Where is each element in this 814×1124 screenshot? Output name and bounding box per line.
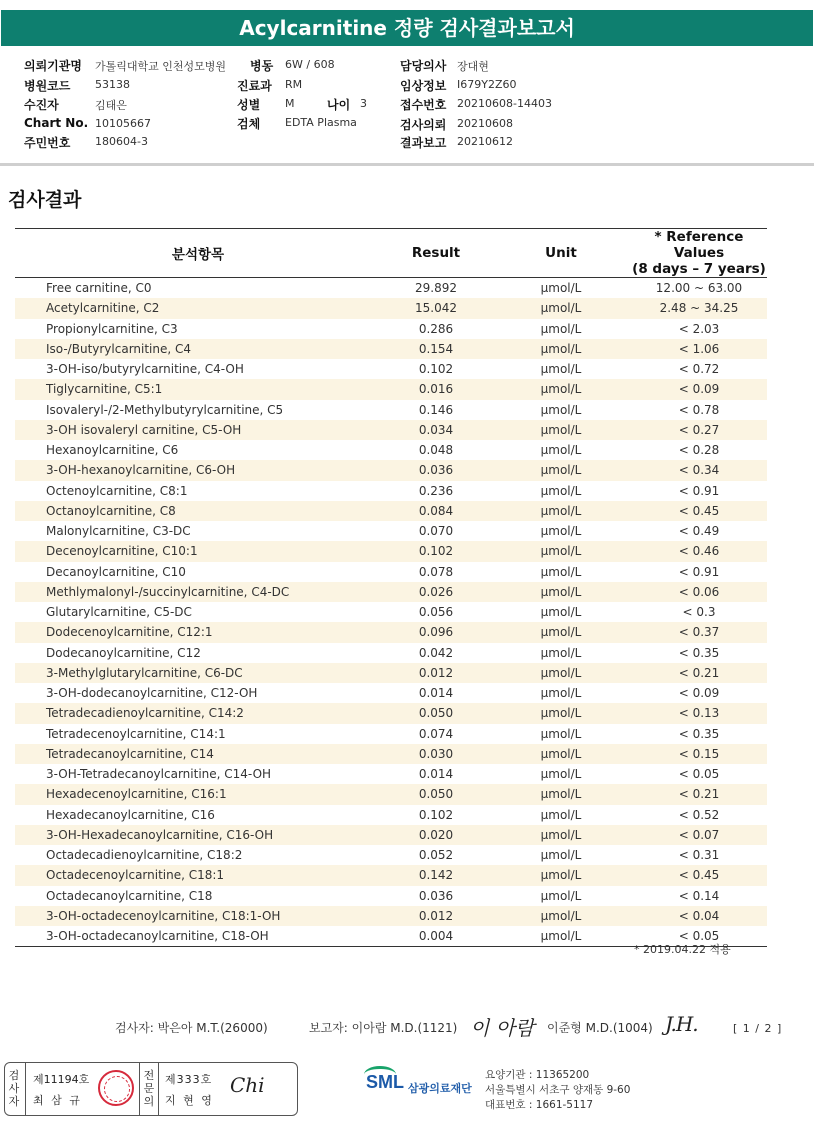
unit-value: μmol/L [491, 784, 631, 804]
result-value: 0.074 [418, 726, 454, 741]
unit-value: μmol/L [491, 379, 631, 399]
analyte-name: Tetradecadienoylcarnitine, C14:2 [15, 703, 381, 723]
result-value: 0.004 [381, 926, 491, 947]
table-row [15, 278, 767, 299]
analyte-name: Isovaleryl-/2-Methylbutyrylcarnitine, C5 [46, 402, 284, 417]
analyte-name: Hexanoylcarnitine, C6 [46, 443, 179, 458]
table-row [15, 602, 767, 622]
table-row [15, 379, 767, 399]
reference-value: < 0.45 [631, 865, 767, 885]
chart-label: Chart No. [24, 116, 89, 130]
analyte-name: 3-OH-octadecenoylcarnitine, C18:1-OH [15, 906, 381, 926]
table-row [15, 805, 767, 825]
tester-info: 검사자: 박은아 M.T.(26000) [115, 1021, 268, 1035]
unit-value: μmol/L [540, 686, 582, 701]
unit-value: μmol/L [491, 926, 631, 947]
analyte-name: 3-OH-Tetradecanoylcarnitine, C14-OH [46, 767, 272, 782]
result-value: 0.026 [381, 582, 491, 602]
reference-note: * 2019.04.22 적용 [634, 943, 731, 956]
result-value: 0.096 [381, 622, 491, 642]
col-header-reference [631, 229, 767, 278]
age-value: 3 [360, 97, 367, 110]
result-value: 0.014 [418, 767, 454, 782]
reference-value: < 0.14 [678, 888, 720, 903]
result-value: 0.050 [381, 703, 491, 723]
unit-value: μmol/L [491, 582, 631, 602]
result-value: 0.050 [381, 784, 491, 804]
cosigner-info: 이준형 M.D.(1004) [547, 1021, 653, 1035]
results-table [15, 228, 767, 947]
clinical-value: I679Y2Z60 [457, 78, 517, 91]
table-row [15, 724, 767, 744]
result-value: 0.042 [418, 645, 454, 660]
table-row [15, 784, 767, 804]
reference-value: < 0.21 [631, 784, 767, 804]
unit-value: μmol/L [540, 281, 582, 296]
table-row [15, 622, 767, 642]
result-value: 0.286 [418, 321, 454, 336]
reporter-info: 보고자: 이아람 M.D.(1121) [309, 1021, 458, 1035]
table-row [15, 703, 767, 723]
table-row [15, 440, 767, 460]
clinical-label: 임상정보 [400, 79, 447, 93]
unit-value: μmol/L [491, 622, 631, 642]
specialist-name: 지 현 영 [165, 1094, 214, 1107]
doctor-value: 장대현 [457, 60, 489, 73]
analyte-name: Malonylcarnitine, C3-DC [46, 524, 191, 539]
reference-value: < 0.45 [631, 501, 767, 521]
reference-value: < 0.21 [631, 663, 767, 683]
reference-value: < 0.09 [631, 379, 767, 399]
ref-header-line2: (8 days – 7 years) [632, 261, 766, 277]
unit-value: μmol/L [540, 888, 582, 903]
chart-value: 10105667 [95, 117, 151, 130]
unit-value: μmol/L [540, 726, 582, 741]
org-address: 서울특별시 서초구 양재동 9-60 [485, 1084, 631, 1096]
result-value: 0.036 [418, 888, 454, 903]
result-value: 0.048 [418, 443, 454, 458]
analyte-name: 3-OH-hexanoylcarnitine, C6-OH [15, 460, 381, 480]
analyte-name: 3-OH isovaleryl carnitine, C5-OH [15, 420, 381, 440]
result-value: 0.102 [418, 362, 454, 377]
unit-value: μmol/L [491, 744, 631, 764]
unit-value: μmol/L [540, 848, 582, 863]
reference-value: < 0.35 [678, 645, 720, 660]
result-value: 29.892 [415, 281, 457, 296]
doctor-label: 담당의사 [400, 59, 447, 73]
table-row [15, 420, 767, 440]
result-value: 0.236 [418, 483, 454, 498]
result-value: 0.154 [381, 339, 491, 359]
reference-value: < 0.72 [678, 362, 720, 377]
unit-value: μmol/L [491, 420, 631, 440]
reference-value: < 1.06 [631, 339, 767, 359]
unit-value: μmol/L [540, 564, 582, 579]
rrn-label: 주민번호 [24, 136, 71, 150]
result-value: 0.142 [381, 865, 491, 885]
reference-value: < 0.31 [678, 848, 720, 863]
org-registration: 요양기관 : 11365200 [485, 1069, 590, 1081]
table-row [15, 521, 767, 541]
table-row [15, 906, 767, 926]
result-value: 15.042 [381, 298, 491, 318]
table-row [15, 582, 767, 602]
table-row [15, 825, 767, 845]
result-value: 0.036 [381, 460, 491, 480]
result-value: 0.102 [418, 807, 454, 822]
col-header-result: Result [381, 229, 491, 278]
reference-value: < 0.3 [682, 605, 716, 620]
dept-value: RM [285, 78, 303, 91]
table-row [15, 683, 767, 703]
unit-value: μmol/L [540, 443, 582, 458]
cosigner-signature: J.H. [665, 1012, 698, 1036]
unit-value: μmol/L [491, 906, 631, 926]
sex-value: M [285, 97, 295, 110]
table-row [15, 663, 767, 683]
result-value: 0.014 [418, 686, 454, 701]
org-contact-info [485, 1068, 630, 1113]
analyte-name: 3-OH-octadecanoylcarnitine, C18-OH [15, 926, 381, 947]
ward-label: 병동 [250, 59, 274, 73]
result-value: 0.078 [418, 564, 454, 579]
reference-value: < 0.34 [631, 460, 767, 480]
analyte-name: Octenoylcarnitine, C8:1 [46, 483, 188, 498]
reference-value: < 0.52 [678, 807, 720, 822]
specialist-license: 제333호 [165, 1073, 213, 1086]
analyte-name: Dodecenoylcarnitine, C12:1 [15, 622, 381, 642]
reference-value: < 0.04 [631, 906, 767, 926]
reference-value: < 0.91 [678, 564, 720, 579]
analyte-name: Glutarylcarnitine, C5-DC [46, 605, 192, 620]
unit-value: μmol/L [540, 402, 582, 417]
analyte-name: Free carnitine, C0 [46, 281, 152, 296]
analyte-name: Octanoylcarnitine, C8 [15, 501, 381, 521]
table-row [15, 764, 767, 784]
specimen-label: 검체 [237, 117, 261, 131]
result-value: 0.016 [381, 379, 491, 399]
result-value: 0.030 [381, 744, 491, 764]
official-seal [98, 1070, 134, 1106]
reference-value: 2.48 ~ 34.25 [631, 298, 767, 318]
analyte-name: Octadecanoylcarnitine, C18 [46, 888, 213, 903]
table-row [15, 845, 767, 865]
age-label: 나이 [327, 98, 351, 112]
reference-value: < 0.05 [678, 767, 720, 782]
result-value: 0.102 [381, 541, 491, 561]
report-title: Acylcarnitine 정량 검사결과보고서 [1, 10, 813, 46]
analyte-name: Acetylcarnitine, C2 [15, 298, 381, 318]
analyte-name: 3-Methylglutarylcarnitine, C6-DC [15, 663, 381, 683]
reference-value: < 0.78 [678, 402, 720, 417]
reference-value: < 0.06 [631, 582, 767, 602]
unit-value: μmol/L [540, 321, 582, 336]
result-value: 0.146 [418, 402, 454, 417]
table-row [15, 298, 767, 318]
table-row [15, 541, 767, 561]
reference-value: 12.00 ~ 63.00 [655, 281, 743, 296]
table-row [15, 744, 767, 764]
tester-name: 최 삼 규 [33, 1094, 82, 1107]
analyte-name: Tetradecanoylcarnitine, C14 [15, 744, 381, 764]
reference-value: < 0.37 [631, 622, 767, 642]
sex-label: 성별 [237, 98, 261, 112]
unit-value: μmol/L [491, 339, 631, 359]
requested-label: 검사의뢰 [400, 118, 447, 132]
tester-license: 제11194호 [33, 1073, 90, 1086]
org-value: 가톨릭대학교 인천성모병원 [95, 60, 227, 73]
table-row [15, 643, 767, 663]
unit-value: μmol/L [491, 541, 631, 561]
unit-value: μmol/L [540, 483, 582, 498]
unit-value: μmol/L [491, 825, 631, 845]
unit-value: μmol/L [491, 501, 631, 521]
reported-label: 결과보고 [400, 136, 447, 150]
reference-value: < 0.28 [678, 443, 720, 458]
unit-value: μmol/L [540, 807, 582, 822]
reference-value: < 0.15 [631, 744, 767, 764]
table-row [15, 501, 767, 521]
reporter-signature: 이 아람 [470, 1016, 535, 1040]
reference-value: < 2.03 [678, 321, 720, 336]
reference-value: < 0.05 [631, 926, 767, 947]
table-row [15, 886, 767, 906]
result-value: 0.012 [381, 663, 491, 683]
specialist-vertical-label: 전 문 의 [143, 1069, 155, 1108]
ward-value: 6W / 608 [285, 58, 335, 71]
table-row [15, 359, 767, 379]
reference-value: < 0.46 [631, 541, 767, 561]
patient-info-header [0, 50, 814, 158]
ref-header-line1: * Reference Values [654, 229, 744, 261]
unit-value: μmol/L [491, 298, 631, 318]
table-row [15, 481, 767, 501]
table-header-row [15, 229, 767, 278]
analyte-name: 3-OH-dodecanoylcarnitine, C12-OH [46, 686, 258, 701]
requested-value: 20210608 [457, 117, 513, 130]
reference-value: < 0.09 [678, 686, 720, 701]
analyte-name: Hexadecanoylcarnitine, C16 [46, 807, 215, 822]
specialist-signature: Chi [230, 1073, 265, 1097]
reference-value: < 0.49 [678, 524, 720, 539]
unit-value: μmol/L [540, 605, 582, 620]
logo-sml-text: SML [366, 1072, 404, 1092]
receipt-value: 20210608-14403 [457, 97, 552, 110]
analyte-name: Octadecadienoylcarnitine, C18:2 [46, 848, 243, 863]
analyte-name: 3-OH-iso/butyrylcarnitine, C4-OH [46, 362, 244, 377]
reference-value: < 0.35 [678, 726, 720, 741]
col-header-unit: Unit [491, 229, 631, 278]
analyte-name: Tiglycarnitine, C5:1 [15, 379, 381, 399]
unit-value: μmol/L [491, 460, 631, 480]
table-row [15, 339, 767, 359]
specimen-value: EDTA Plasma [285, 116, 357, 129]
analyte-name: Hexadecenoylcarnitine, C16:1 [15, 784, 381, 804]
reference-value: < 0.13 [631, 703, 767, 723]
unit-value: μmol/L [491, 865, 631, 885]
hospcode-value: 53138 [95, 78, 130, 91]
org-phone: 대표번호 : 1661-5117 [485, 1099, 594, 1111]
reference-value: < 0.27 [631, 420, 767, 440]
logo-org-name: 삼광의료재단 [408, 1082, 472, 1095]
dept-label: 진료과 [237, 79, 272, 93]
analyte-name: Decenoylcarnitine, C10:1 [15, 541, 381, 561]
table-row [15, 460, 767, 480]
result-value: 0.012 [381, 906, 491, 926]
analyte-name: Tetradecenoylcarnitine, C14:1 [46, 726, 226, 741]
unit-value: μmol/L [540, 362, 582, 377]
reference-value: < 0.07 [631, 825, 767, 845]
table-row [15, 319, 767, 339]
tester-vertical-label: 검 사 자 [8, 1069, 20, 1108]
unit-value: μmol/L [491, 703, 631, 723]
certification-stamp-box [4, 1062, 298, 1116]
result-value: 0.084 [381, 501, 491, 521]
analyte-name: Octadecenoylcarnitine, C18:1 [15, 865, 381, 885]
result-value: 0.034 [381, 420, 491, 440]
col-header-item: 분석항목 [15, 229, 381, 278]
unit-value: μmol/L [540, 767, 582, 782]
receipt-label: 접수번호 [400, 98, 447, 112]
section-title: 검사결과 [8, 189, 82, 211]
analyte-name: Methlymalonyl-/succinylcarnitine, C4-DC [15, 582, 381, 602]
analyte-name: Propionylcarnitine, C3 [46, 321, 178, 336]
unit-value: μmol/L [540, 524, 582, 539]
table-row [15, 562, 767, 582]
page-number: [ 1 / 2 ] [733, 1022, 783, 1035]
result-value: 0.070 [418, 524, 454, 539]
header-divider [0, 163, 814, 166]
analyte-name: Dodecanoylcarnitine, C12 [46, 645, 201, 660]
result-value: 0.056 [418, 605, 454, 620]
analyte-name: Decanoylcarnitine, C10 [46, 564, 186, 579]
table-row [15, 865, 767, 885]
unit-value: μmol/L [491, 663, 631, 683]
result-value: 0.052 [418, 848, 454, 863]
unit-value: μmol/L [540, 645, 582, 660]
analyte-name: 3-OH-Hexadecanoylcarnitine, C16-OH [15, 825, 381, 845]
patient-label: 수진자 [24, 98, 59, 112]
result-value: 0.020 [381, 825, 491, 845]
analyte-name: Iso-/Butyrylcarnitine, C4 [15, 339, 381, 359]
org-label: 의뢰기관명 [24, 59, 82, 73]
reference-value: < 0.91 [678, 483, 720, 498]
reported-value: 20210612 [457, 135, 513, 148]
rrn-value: 180604-3 [95, 135, 148, 148]
patient-value: 김태은 [95, 99, 127, 112]
table-row [15, 400, 767, 420]
hospcode-label: 병원코드 [24, 79, 71, 93]
